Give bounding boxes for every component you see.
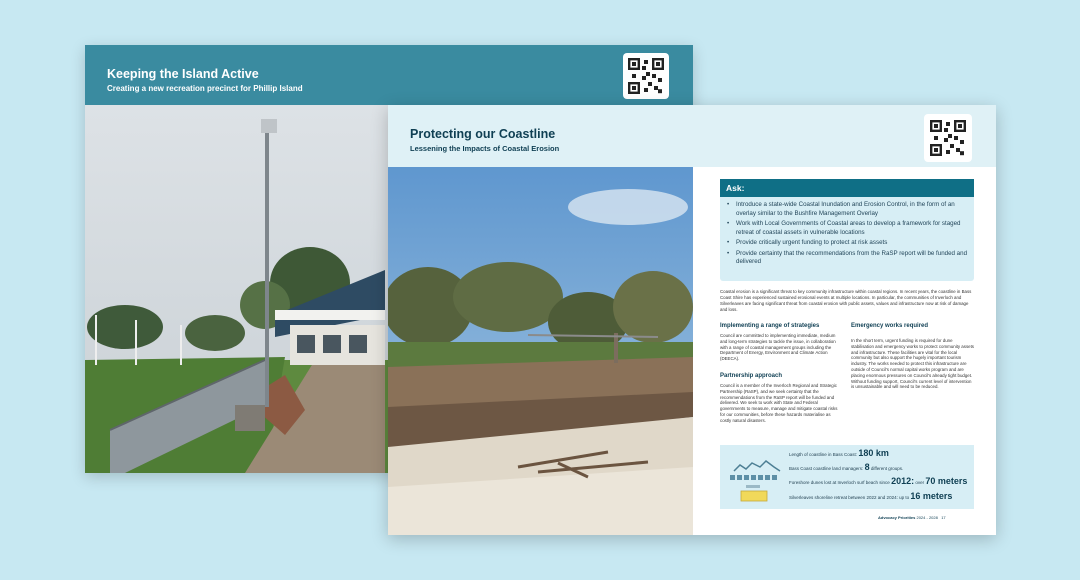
ask-item: • Provide critically urgent funding to protect at risk assets bbox=[726, 239, 970, 248]
ask-panel bbox=[720, 179, 974, 281]
page-number: 17 bbox=[941, 515, 946, 520]
stat-label: Length of coastline in Bass Coast: bbox=[789, 452, 858, 457]
footer-title: Advocacy Priorities bbox=[878, 515, 916, 520]
stat-dunes-lost bbox=[789, 476, 967, 486]
ask-item: • Introduce a state-wide Coastal Inundation and Erosion Control, in the form of an overlay similar to the Bushfire Management Overlay bbox=[726, 201, 970, 218]
ask-item: • Provide certainty that the recommendations from the RaSP report will be funded and delivered bbox=[726, 250, 970, 267]
stats-panel bbox=[720, 445, 974, 509]
partnership-text: Council is a member of the Inverloch Regional and Strategic Partnership (RaSP), and we seek certainty that the recommendations from the RaSP report will be funded and delivered. We seek to work with State and Federal governments to measure, manage and mitigate coastal risks for our communities, before these hazards materialise as costly natural disasters. bbox=[720, 383, 838, 423]
coastal-erosion-photo bbox=[388, 167, 693, 535]
front-page-subtitle: Lessening the Impacts of Coastal Erosion bbox=[410, 144, 560, 153]
stat-value: 8 bbox=[864, 462, 870, 472]
ask-list bbox=[726, 201, 970, 269]
front-page-title: Protecting our Coastline bbox=[410, 127, 556, 141]
back-page-header bbox=[85, 45, 693, 105]
implementing-text: Council are committed to implementing immediate, medium and long-term strategies to tackle the issue, in collaboration with a range of coastal management groups including the Department of Energy, Environment and Climate Action (DEECA). bbox=[720, 333, 836, 362]
partnership-heading: Partnership approach bbox=[720, 373, 783, 379]
stat-suffix: over bbox=[915, 480, 925, 485]
ask-heading: Ask: bbox=[720, 179, 974, 197]
ask-item: • Work with Local Governments of Coastal areas to develop a framework for staged retreat of coastal assets in vulnerable locations bbox=[726, 220, 970, 237]
stat-suffix: different groups. bbox=[870, 466, 904, 471]
emergency-text: In the short term, urgent funding is required for dune stabilisation and emergency works to protect community assets and infrastructure. These facilities are vital for the local community but also support the hugely important tourism industry. The works needed to protect this infrastructure are outside of Council's normal capital works program and are placing enormous pressures on Council's already tight budget. Without funding support, Council's current level of intervention is unsustainable and will need to be reduced. bbox=[851, 338, 974, 390]
stat-shoreline-retreat bbox=[789, 491, 952, 501]
stat-coastline-length bbox=[789, 448, 889, 458]
qr-code-icon bbox=[623, 53, 669, 99]
front-page bbox=[388, 105, 996, 535]
coastline-illustration bbox=[726, 453, 784, 503]
stat-land-managers bbox=[789, 462, 903, 472]
intro-paragraph: Coastal erosion is a significant threat to key community infrastructure within coastal regions. In recent years, the coastline in Bass Coast Shire has experienced sustained erosional events at multiple locations. In particular, the communities of Inverloch and Silverleaves are facing significant threat from coastal erosion with public assets, values and infrastructure now at risk of damage and loss. bbox=[720, 289, 972, 312]
stat-value: 70 meters bbox=[925, 476, 968, 486]
emergency-heading: Emergency works required bbox=[851, 323, 929, 329]
stat-label: Foreshore dunes lost at Inverloch surf beach since bbox=[789, 480, 890, 485]
stat-label: Bass Coast coastline land managers: bbox=[789, 466, 864, 471]
page-footer bbox=[878, 515, 946, 520]
qr-code-icon bbox=[924, 114, 972, 162]
back-page-subtitle: Creating a new recreation precinct for Phillip Island bbox=[107, 84, 303, 93]
stat-value: 2012: bbox=[891, 476, 915, 486]
footer-years: 2024 - 2028 bbox=[916, 515, 938, 520]
stat-label: Silverleaves shoreline retreat between 2022 and 2024: up to bbox=[789, 495, 910, 500]
stat-value: 16 meters bbox=[910, 491, 953, 501]
back-page-title: Keeping the Island Active bbox=[107, 67, 259, 81]
front-page-header bbox=[388, 105, 996, 167]
implementing-heading: Implementing a range of strategies bbox=[720, 323, 820, 329]
stat-value: 180 km bbox=[858, 448, 889, 458]
